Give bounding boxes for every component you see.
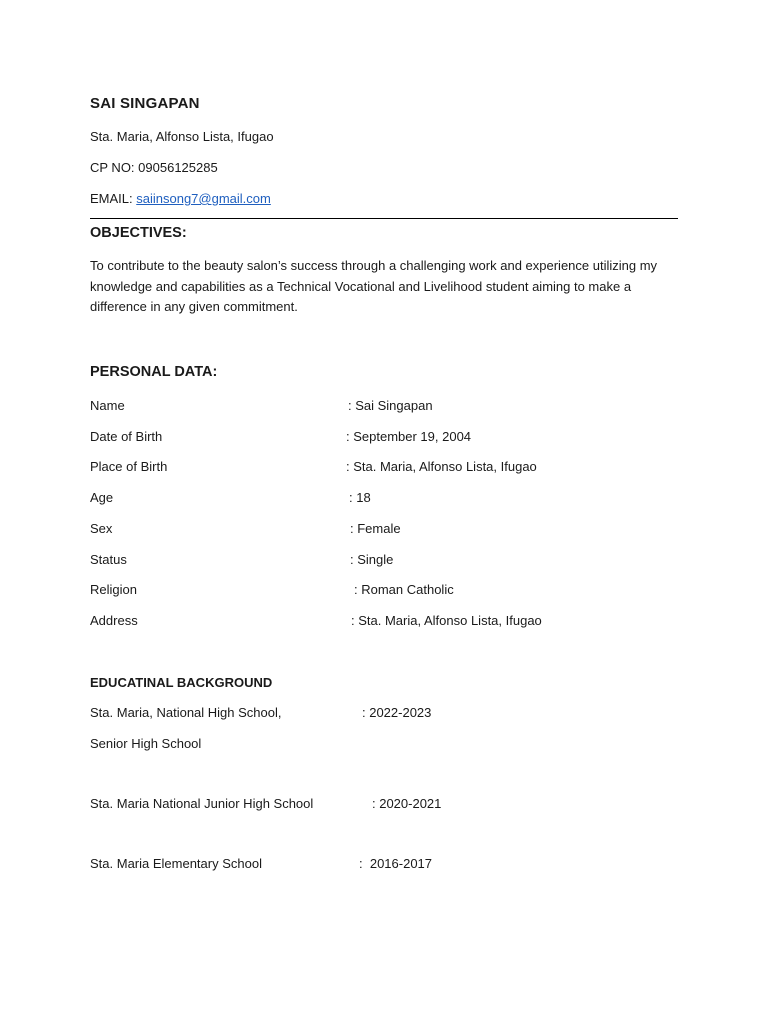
personal-row-dob <box>90 429 678 447</box>
row-value: : Roman Catholic <box>354 582 454 597</box>
school-years: : 2016-2017 <box>359 856 433 871</box>
school-name: Sta. Maria National Junior High School <box>90 796 314 811</box>
phone-label: CP NO: <box>90 160 139 175</box>
email-label: EMAIL: <box>90 191 137 206</box>
personal-row-age <box>90 490 678 508</box>
email-line <box>90 191 271 206</box>
education-item <box>90 856 678 874</box>
row-value: : Sta. Maria, Alfonso Lista, Ifugao <box>351 613 542 628</box>
address-line: Sta. Maria, Alfonso Lista, Ifugao <box>90 129 274 144</box>
objectives-text: To contribute to the beauty salon’s success through a challenging work and experience utilizing my knowledge and capabilities as a Technical Vocational and Livelihood student aiming to make a difference in any given commitment. <box>90 258 658 314</box>
row-label: Date of Birth <box>90 429 163 444</box>
row-label: Religion <box>90 582 137 597</box>
education-heading: EDUCATINAL BACKGROUND <box>90 675 273 690</box>
resume-document <box>90 0 678 1024</box>
school-name: Sta. Maria Elementary School <box>90 856 262 871</box>
personal-row-name <box>90 398 678 416</box>
objectives-heading: OBJECTIVES: <box>90 225 187 241</box>
personal-row-address <box>90 613 678 631</box>
personal-row-pob <box>90 459 678 477</box>
row-label: Status <box>90 552 127 567</box>
school-years: : 2020-2021 <box>372 796 442 811</box>
phone-value: 09056125285 <box>138 160 218 175</box>
row-value: : Sta. Maria, Alfonso Lista, Ifugao <box>346 459 537 474</box>
education-item <box>90 796 678 814</box>
row-label: Age <box>90 490 114 505</box>
row-label: Name <box>90 398 125 413</box>
row-value: : Single <box>350 552 394 567</box>
row-value: : Female <box>350 521 401 536</box>
phone-line <box>90 160 218 175</box>
row-value: : September 19, 2004 <box>346 429 472 444</box>
personal-row-status <box>90 552 678 570</box>
school-years: : 2022-2023 <box>362 705 432 720</box>
education-item <box>90 736 678 754</box>
row-value: : 18 <box>349 490 371 505</box>
personal-row-religion <box>90 582 678 600</box>
personal-data-heading: PERSONAL DATA: <box>90 364 218 380</box>
personal-row-sex <box>90 521 678 539</box>
school-name: Senior High School <box>90 736 202 751</box>
row-value: : Sai Singapan <box>348 398 433 413</box>
row-label: Sex <box>90 521 113 536</box>
header-divider <box>90 218 678 219</box>
education-item <box>90 705 678 723</box>
school-name: Sta. Maria, National High School, <box>90 705 282 720</box>
applicant-name: SAI SINGAPAN <box>90 95 200 112</box>
row-label: Place of Birth <box>90 459 168 474</box>
row-label: Address <box>90 613 138 628</box>
email-link[interactable]: saiinsong7@gmail.com <box>136 191 271 206</box>
